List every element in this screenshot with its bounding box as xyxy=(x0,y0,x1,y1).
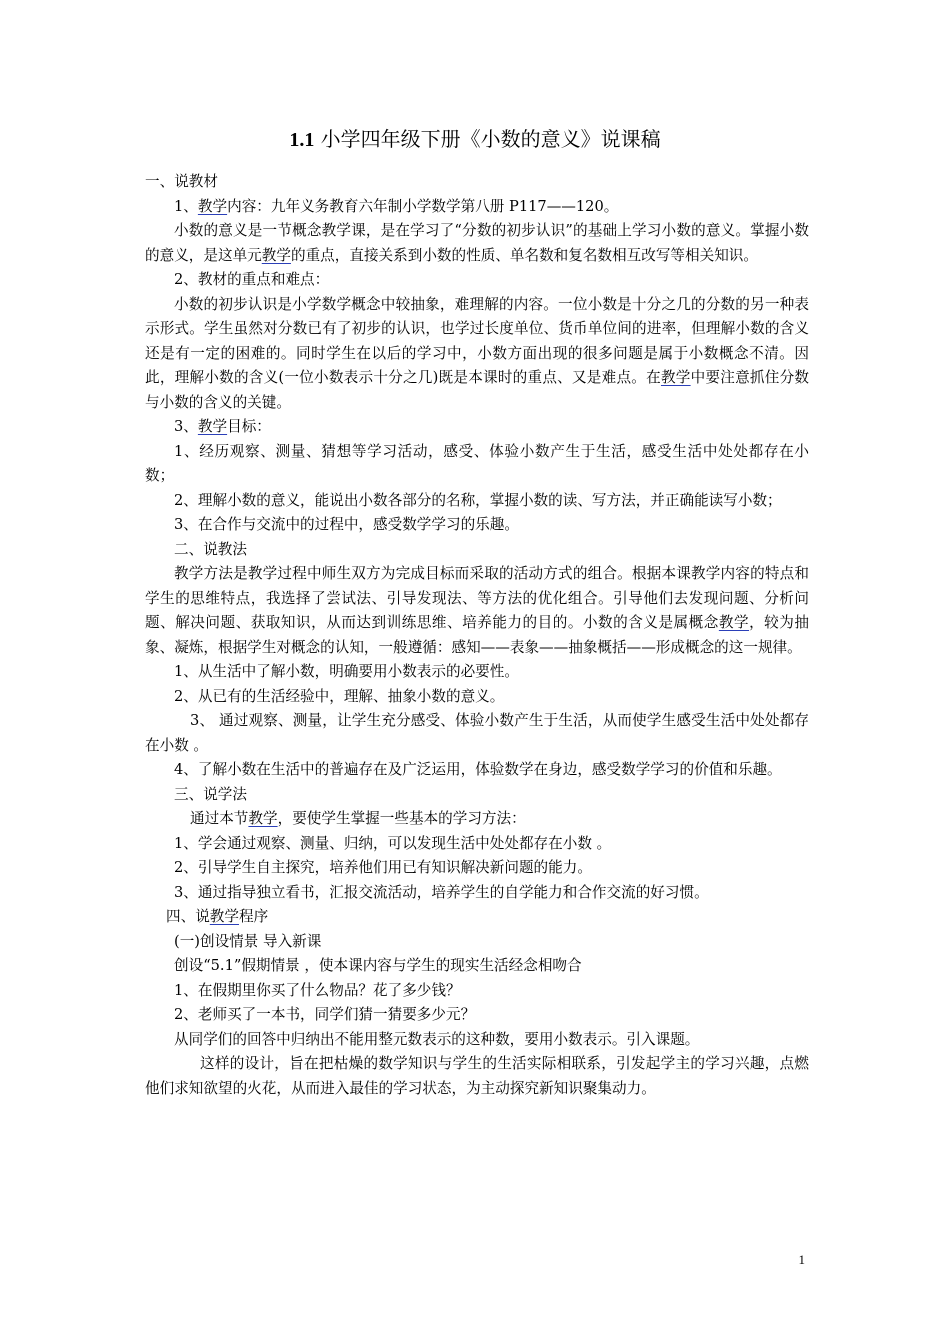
title-number: 1.1 xyxy=(289,129,315,151)
paragraph: 教学方法是教学过程中师生双方为完成目标而采取的活动方式的组合。根据本课教学内容的特点和学生的思维特点，我选择了尝试法、引导发现法、等方法的优化组合。引导他们去发现问题、分析问题、解决问题、获取知识，从而达到训练思维、培养能力的目的。小数的含义是属概念教学，较为抽象、凝炼，根据学生对概念的认知，一般遵循：感知——表象——抽象概括——形成概念的这一规律。 xyxy=(145,565,809,656)
document-body xyxy=(145,170,809,1101)
section-heading-4: 四、说教学程序 xyxy=(166,908,269,925)
paragraph: 4、了解小数在生活中的普遍存在及广泛运用，体验数学在身边，感受数学学习的价值和乐趣。 xyxy=(174,761,782,778)
section-heading-1: 一、说教材 xyxy=(145,173,218,190)
paragraph: 小数的初步认识是小学数学概念中较抽象，难理解的内容。一位小数是十分之几的分数的另一种表示形式。学生虽然对分数已有了初步的认识，也学过长度单位、货币单位间的进率，但理解小数的含义还是有一定的困难的。同时学生在以后的学习中，小数方面出现的很多问题是属于小数概念不清。因此，理解小数的含义(一位小数表示十分之几)既是本课时的重点、又是难点。在教学中要注意抓住分数与小数的含义的关键。 xyxy=(145,295,809,411)
subsection-heading: (一)创设情景 导入新课 xyxy=(174,932,322,950)
paragraph: 2、引导学生自主探究，培养他们用已有知识解决新问题的能力。 xyxy=(174,859,592,876)
paragraph: 1、教学内容：九年义务教育六年制小学数学第八册 P117——120。 xyxy=(174,197,619,215)
paragraph: 这样的设计，旨在把枯燥的数学知识与学生的生活实际相联系，引发起学主的学习兴趣，点燃他们求知欲望的火花，从而进入最佳的学习状态，为主动探究新知识聚集动力。 xyxy=(145,1055,809,1097)
paragraph: 从同学们的回答中归纳出不能用整元数表示的这种数，要用小数表示。引入课题。 xyxy=(174,1030,700,1048)
paragraph: 1、经历观察、测量、猜想等学习活动，感受、体验小数产生于生活，感受生活中处处都存在小数； xyxy=(145,442,809,484)
paragraph: 2、理解小数的意义，能说出小数各部分的名称，掌握小数的读、写方法，并正确能读写小数； xyxy=(174,491,782,509)
paragraph: 3、通过指导独立看书，汇报交流活动，培养学生的自学能力和合作交流的好习惯。 xyxy=(174,883,709,901)
teaching-link[interactable]: 教学 xyxy=(660,369,691,386)
paragraph: 3、在合作与交流中的过程中，感受数学学习的乐趣。 xyxy=(174,516,519,533)
teaching-link[interactable]: 教学 xyxy=(718,614,750,631)
paragraph: 3、 通过观察、测量，让学生充分感受、体验小数产生于生活，从而使学生感受生活中处处都存在小数 。 xyxy=(145,712,809,754)
paragraph: 2、教材的重点和难点： xyxy=(174,271,330,288)
paragraph: 创设“5.1”假期情景 ，使本课内容与学生的现实生活经念相吻合 xyxy=(174,957,582,974)
document-title xyxy=(0,127,950,152)
teaching-link[interactable]: 教学 xyxy=(261,246,291,264)
paragraph: 1、从生活中了解小数，明确要用小数表示的必要性。 xyxy=(174,663,519,680)
teaching-link[interactable]: 教学 xyxy=(197,197,228,215)
teaching-link[interactable]: 教学 xyxy=(197,418,228,435)
page-number: 1 xyxy=(798,1252,805,1267)
paragraph: 通过本节教学，要使学生掌握一些基本的学习方法： xyxy=(190,810,526,827)
paragraph: 1、在假期里你买了什么物品？花了多少钱？ xyxy=(174,981,461,999)
paragraph: 2、从已有的生活经验中，理解、抽象小数的意义。 xyxy=(174,687,505,705)
paragraph: 2、老师买了一本书，同学们猜一猜要多少元？ xyxy=(174,1006,476,1023)
section-heading-3: 三、说学法 xyxy=(174,785,247,803)
section-heading-2: 二、说教法 xyxy=(174,540,247,558)
teaching-link[interactable]: 教学 xyxy=(248,810,278,827)
title-text: 小学四年级下册《小数的意义》说课稿 xyxy=(314,127,661,151)
paragraph: 小数的意义是一节概念教学课，是在学习了“分数的初步认识”的基础上学习小数的意义。掌握小数的意义，是这单元教学的重点，直接关系到小数的性质、单名数和复名数相互改写等相关知识。 xyxy=(145,222,809,264)
paragraph: 1、学会通过观察、测量、归纳，可以发现生活中处处都存在小数 。 xyxy=(174,834,612,852)
paragraph: 3、教学目标： xyxy=(174,418,271,435)
teaching-link[interactable]: 教学 xyxy=(209,908,239,925)
